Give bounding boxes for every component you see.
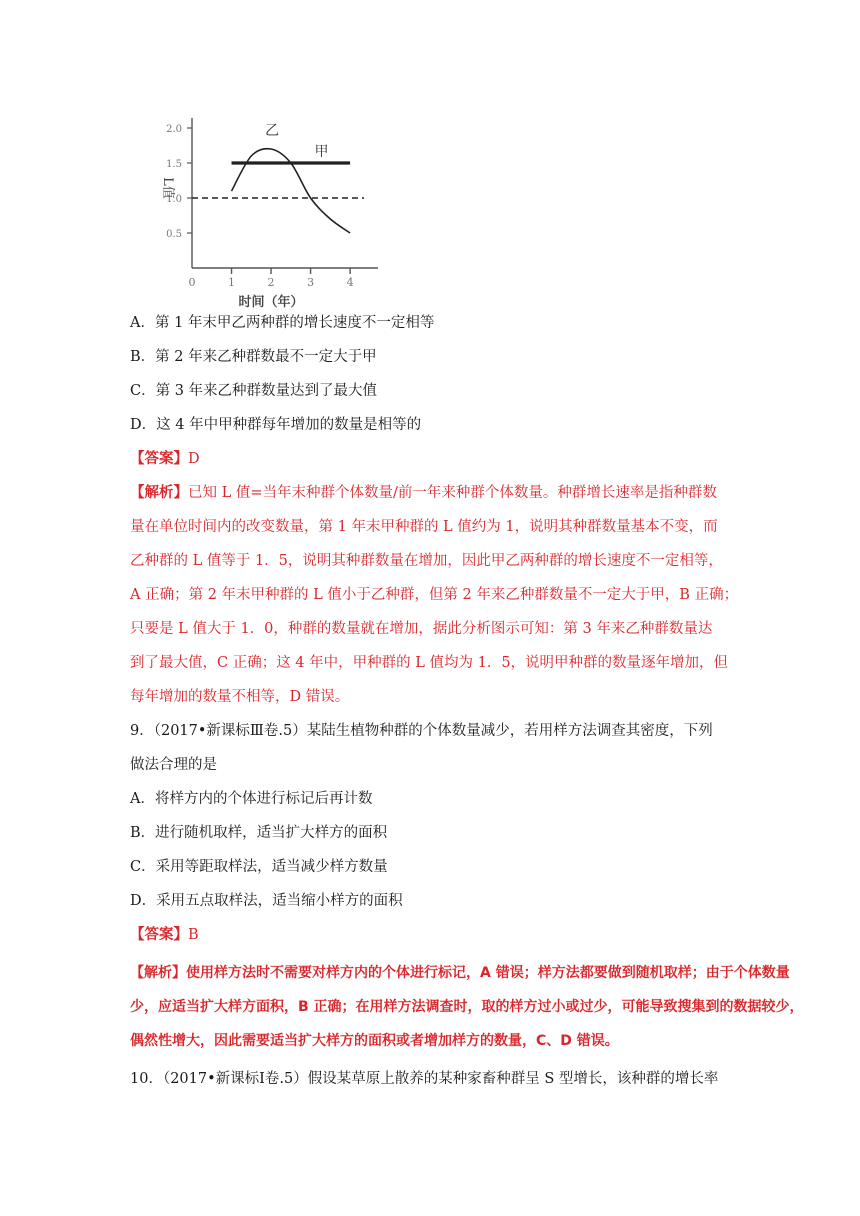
analysis-tag: 【解析】 [130, 484, 188, 501]
q9-option-a: A．将样方内的个体进行标记后再计数 [130, 791, 373, 807]
y-tick-label: 0.5 [166, 229, 182, 240]
answer-tag: 【答案】 [130, 450, 188, 467]
l-value-chart [150, 108, 390, 313]
q8-option-a: A．第 1 年末甲乙两种群的增长速度不一定相等 [130, 315, 435, 331]
y-axis-label: L值 [160, 177, 175, 199]
x-tick-label: 4 [346, 276, 354, 289]
q9-option-d: D．采用五点取样法，适当缩小样方的面积 [130, 893, 403, 909]
series-yi-label: 乙 [265, 123, 280, 139]
q9-analysis-line-3: 偶然性增大，因此需要适当扩大样方的面积或者增加样方的数量，C、D 错误。 [130, 1033, 619, 1049]
q9-stem-line-1: 9．（2017•新课标Ⅲ卷.5）某陆生植物种群的个体数量减少，若用样方法调查其密度，下列 [130, 723, 713, 739]
y-tick-label: 1.5 [166, 159, 182, 170]
series-jia-label: 甲 [314, 144, 329, 160]
x-tick-label: 0 [188, 276, 196, 289]
q9-stem-line-2: 做法合理的是 [130, 757, 217, 773]
q9-analysis-line-1 [130, 963, 790, 983]
q8-analysis-line-3: 乙种群的 L 值等于 1．5，说明其种群数量在增加，因此甲乙两种群的增长速度不一定相等， [130, 553, 723, 569]
q8-answer [130, 449, 200, 469]
analysis-text: 使用样方法时不需要对样方内的个体进行标记，A 错误；样方法都要做到随机取样；由于个体数量 [186, 965, 790, 981]
q8-analysis-line-4: A 正确；第 2 年末甲种群的 L 值小于乙种群，但第 2 年来乙种群数量不一定大于甲，B 正确； [130, 587, 739, 603]
chart-svg [150, 108, 390, 313]
q8-analysis-line-1 [130, 483, 717, 503]
q8-analysis-line-2: 量在单位时间内的改变数量，第 1 年末甲种群的 L 值约为 1，说明其种群数量基本不变，而 [130, 519, 718, 535]
q8-option-d: D．这 4 年中甲种群每年增加的数量是相等的 [130, 417, 422, 433]
q8-analysis-line-5: 只要是 L 值大于 1．0，种群的数量就在增加，据此分析图示可知：第 3 年来乙种群数量达 [130, 621, 713, 637]
q9-analysis-line-2: 少，应适当扩大样方面积，B 正确；在用样方法调查时，取的样方过小或过少，可能导致搜集到的数据较少， [130, 999, 804, 1015]
x-tick-label: 1 [228, 276, 236, 289]
q9-answer [130, 925, 199, 945]
q8-option-b: B．第 2 年来乙种群数最不一定大于甲 [130, 349, 377, 365]
q8-option-c: C．第 3 年来乙种群数量达到了最大值 [130, 383, 378, 399]
answer-value: B [188, 927, 199, 943]
x-axis-label: 时间（年） [238, 295, 304, 310]
x-tick-label: 2 [267, 276, 275, 289]
q9-option-b: B．进行随机取样，适当扩大样方的面积 [130, 825, 388, 841]
analysis-text: 已知 L 值=当年末种群个体数量/前一年来种群个体数量。种群增长速率是指种群数 [188, 485, 717, 501]
series-yi-curve [232, 149, 351, 233]
answer-tag: 【答案】 [130, 926, 188, 943]
q8-analysis-line-6: 到了最大值，C 正确；这 4 年中，甲种群的 L 值均为 1．5，说明甲种群的数量逐年增加，但 [130, 655, 729, 671]
q8-analysis-line-7: 每年增加的数量不相等，D 错误。 [130, 689, 350, 705]
x-tick-label: 3 [307, 276, 315, 289]
y-tick-label: 1.0 [166, 194, 182, 205]
q9-option-c: C．采用等距取样法，适当减少样方数量 [130, 859, 388, 875]
answer-value: D [188, 451, 200, 467]
y-tick-label: 2.0 [166, 124, 182, 135]
analysis-tag: 【解析】 [130, 965, 186, 981]
q10-stem: 10．（2017•新课标Ⅰ卷.5）假设某草原上散养的某种家畜种群呈 S 型增长，该种群的增长率 [130, 1071, 719, 1087]
